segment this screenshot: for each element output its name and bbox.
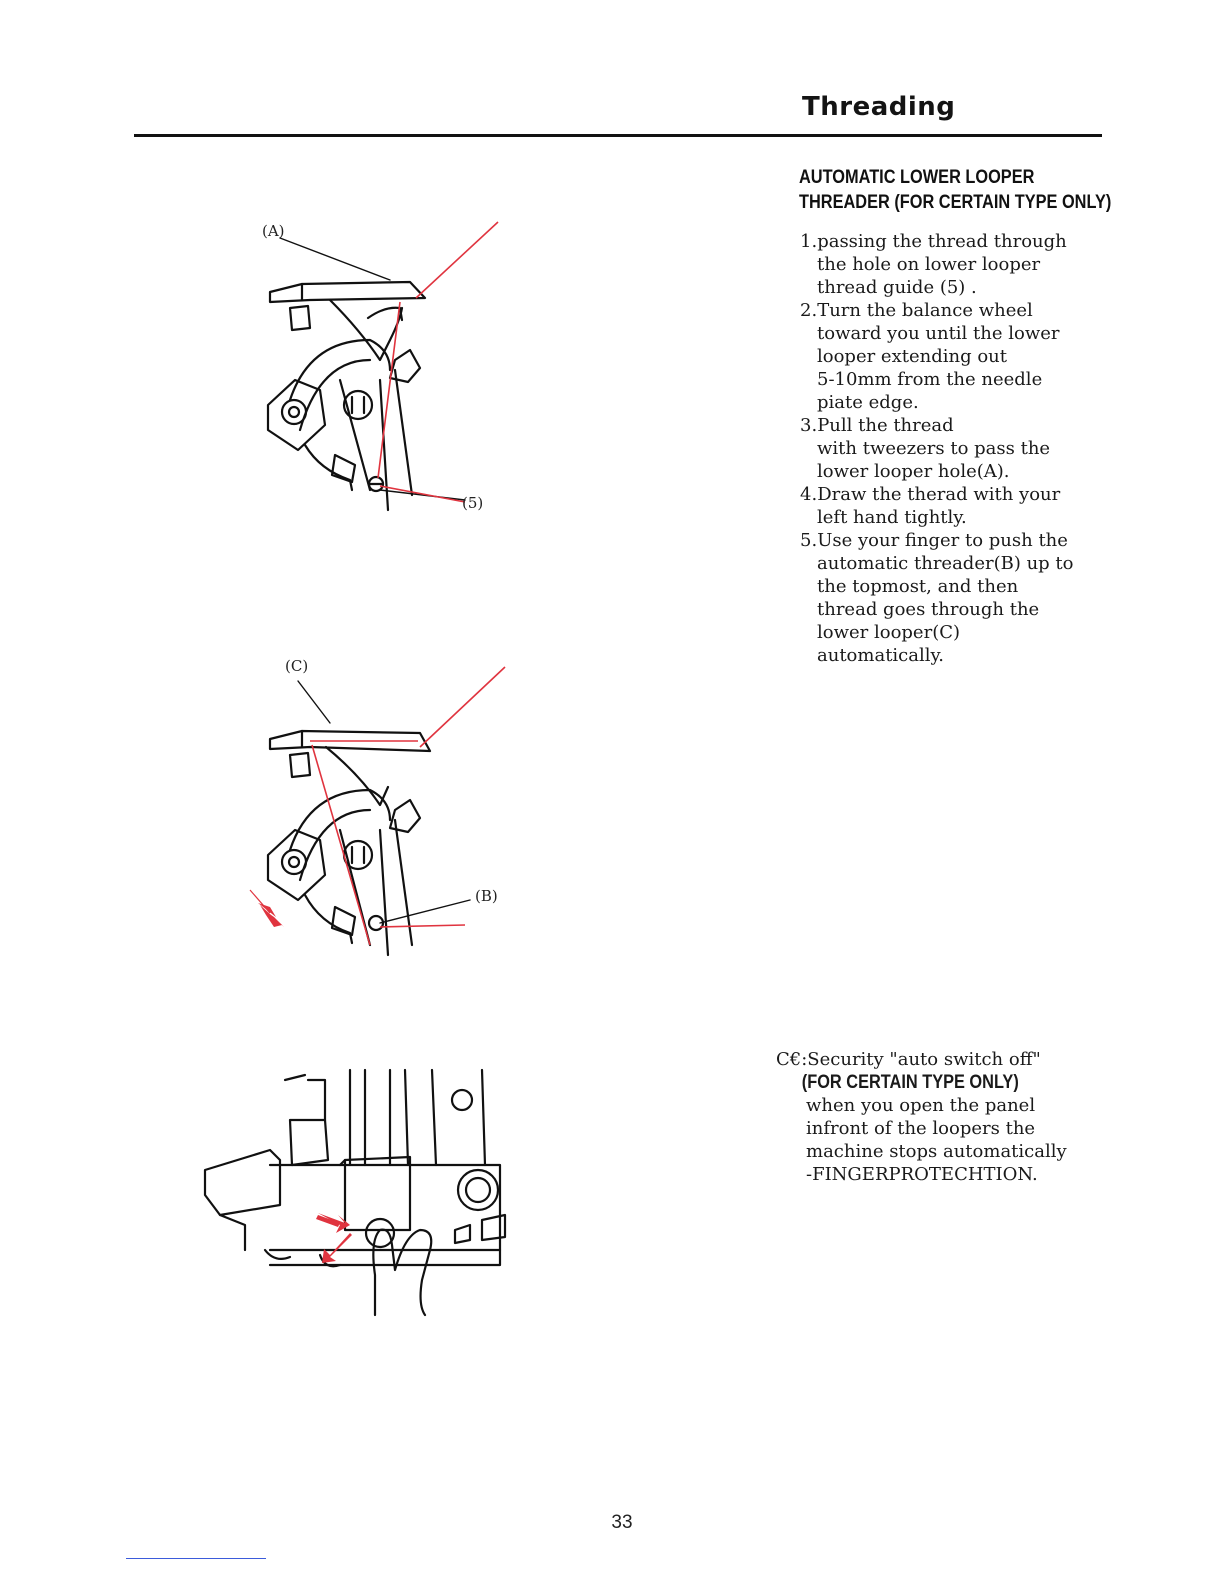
label-c: (C) <box>285 657 309 675</box>
step-2 <box>800 299 1100 414</box>
note-line-3: when you open the panel <box>806 1095 1036 1116</box>
step-number: 2. <box>800 300 818 321</box>
step-text: passing the thread through <box>817 231 1067 252</box>
step-number: 4. <box>800 484 818 505</box>
step-number: 1. <box>800 231 818 252</box>
note-line-5: machine stops automatically <box>806 1141 1067 1162</box>
looper-illustration-1 <box>240 210 520 520</box>
step-text: thread goes through the <box>817 599 1040 620</box>
label-b: (B) <box>475 887 498 905</box>
note-line-1: C€:Security "auto switch off" <box>776 1049 1041 1070</box>
step-text: the hole on lower looper <box>817 254 1041 275</box>
step-text: automatically. <box>817 645 945 666</box>
machine-front-illustration <box>200 1065 510 1325</box>
step-text: piate edge. <box>817 392 919 413</box>
section-heading-line-1: AUTOMATIC LOWER LOOPER <box>799 167 1035 188</box>
bottom-divider <box>126 1558 266 1559</box>
looper-illustration-2 <box>230 655 520 965</box>
figure-automatic-threader <box>230 655 520 965</box>
step-text: Use your finger to push the <box>817 530 1068 551</box>
step-text: 5-10mm from the needle <box>817 369 1043 390</box>
figure-safety-switch <box>200 1065 510 1325</box>
note-line-6: -FINGERPROTECHTION. <box>806 1164 1038 1185</box>
step-number: 3. <box>800 415 818 436</box>
note-line-2: (FOR CERTAIN TYPE ONLY) <box>801 1072 1019 1093</box>
step-3 <box>800 414 1100 483</box>
page-number: 33 <box>611 1512 633 1533</box>
arrow-icon <box>250 890 284 927</box>
step-text: toward you until the lower <box>817 323 1060 344</box>
label-thread-guide-5: (5) <box>462 494 484 512</box>
label-a: (A) <box>262 222 285 240</box>
step-text: left hand tightly. <box>817 507 967 528</box>
step-number: 5. <box>800 530 818 551</box>
section-heading-line-2: THREADER (FOR CERTAIN TYPE ONLY) <box>799 192 1112 213</box>
push-arrow-icon <box>316 1213 352 1263</box>
step-5 <box>800 529 1100 667</box>
step-text: with tweezers to pass the <box>817 438 1051 459</box>
step-text: Draw the therad with your <box>817 484 1061 505</box>
step-text: Pull the thread <box>817 415 954 436</box>
title-divider <box>134 134 1102 137</box>
step-1 <box>800 230 1100 299</box>
safety-note <box>776 1048 1096 1186</box>
step-text: automatic threader(B) up to <box>817 553 1074 574</box>
step-text: lower looper(C) <box>817 622 961 643</box>
step-4 <box>800 483 1100 529</box>
note-line-4: infront of the loopers the <box>806 1118 1036 1139</box>
step-text: lower looper hole(A). <box>817 461 1010 482</box>
page-title: Threading <box>802 92 956 122</box>
step-text: thread guide (5) . <box>817 277 977 298</box>
figure-looper-threading <box>240 210 520 520</box>
step-text: looper extending out <box>817 346 1007 367</box>
section-heading <box>799 165 1112 215</box>
step-text: the topmost, and then <box>817 576 1019 597</box>
step-text: Turn the balance wheel <box>817 300 1033 321</box>
steps-list <box>800 230 1100 667</box>
